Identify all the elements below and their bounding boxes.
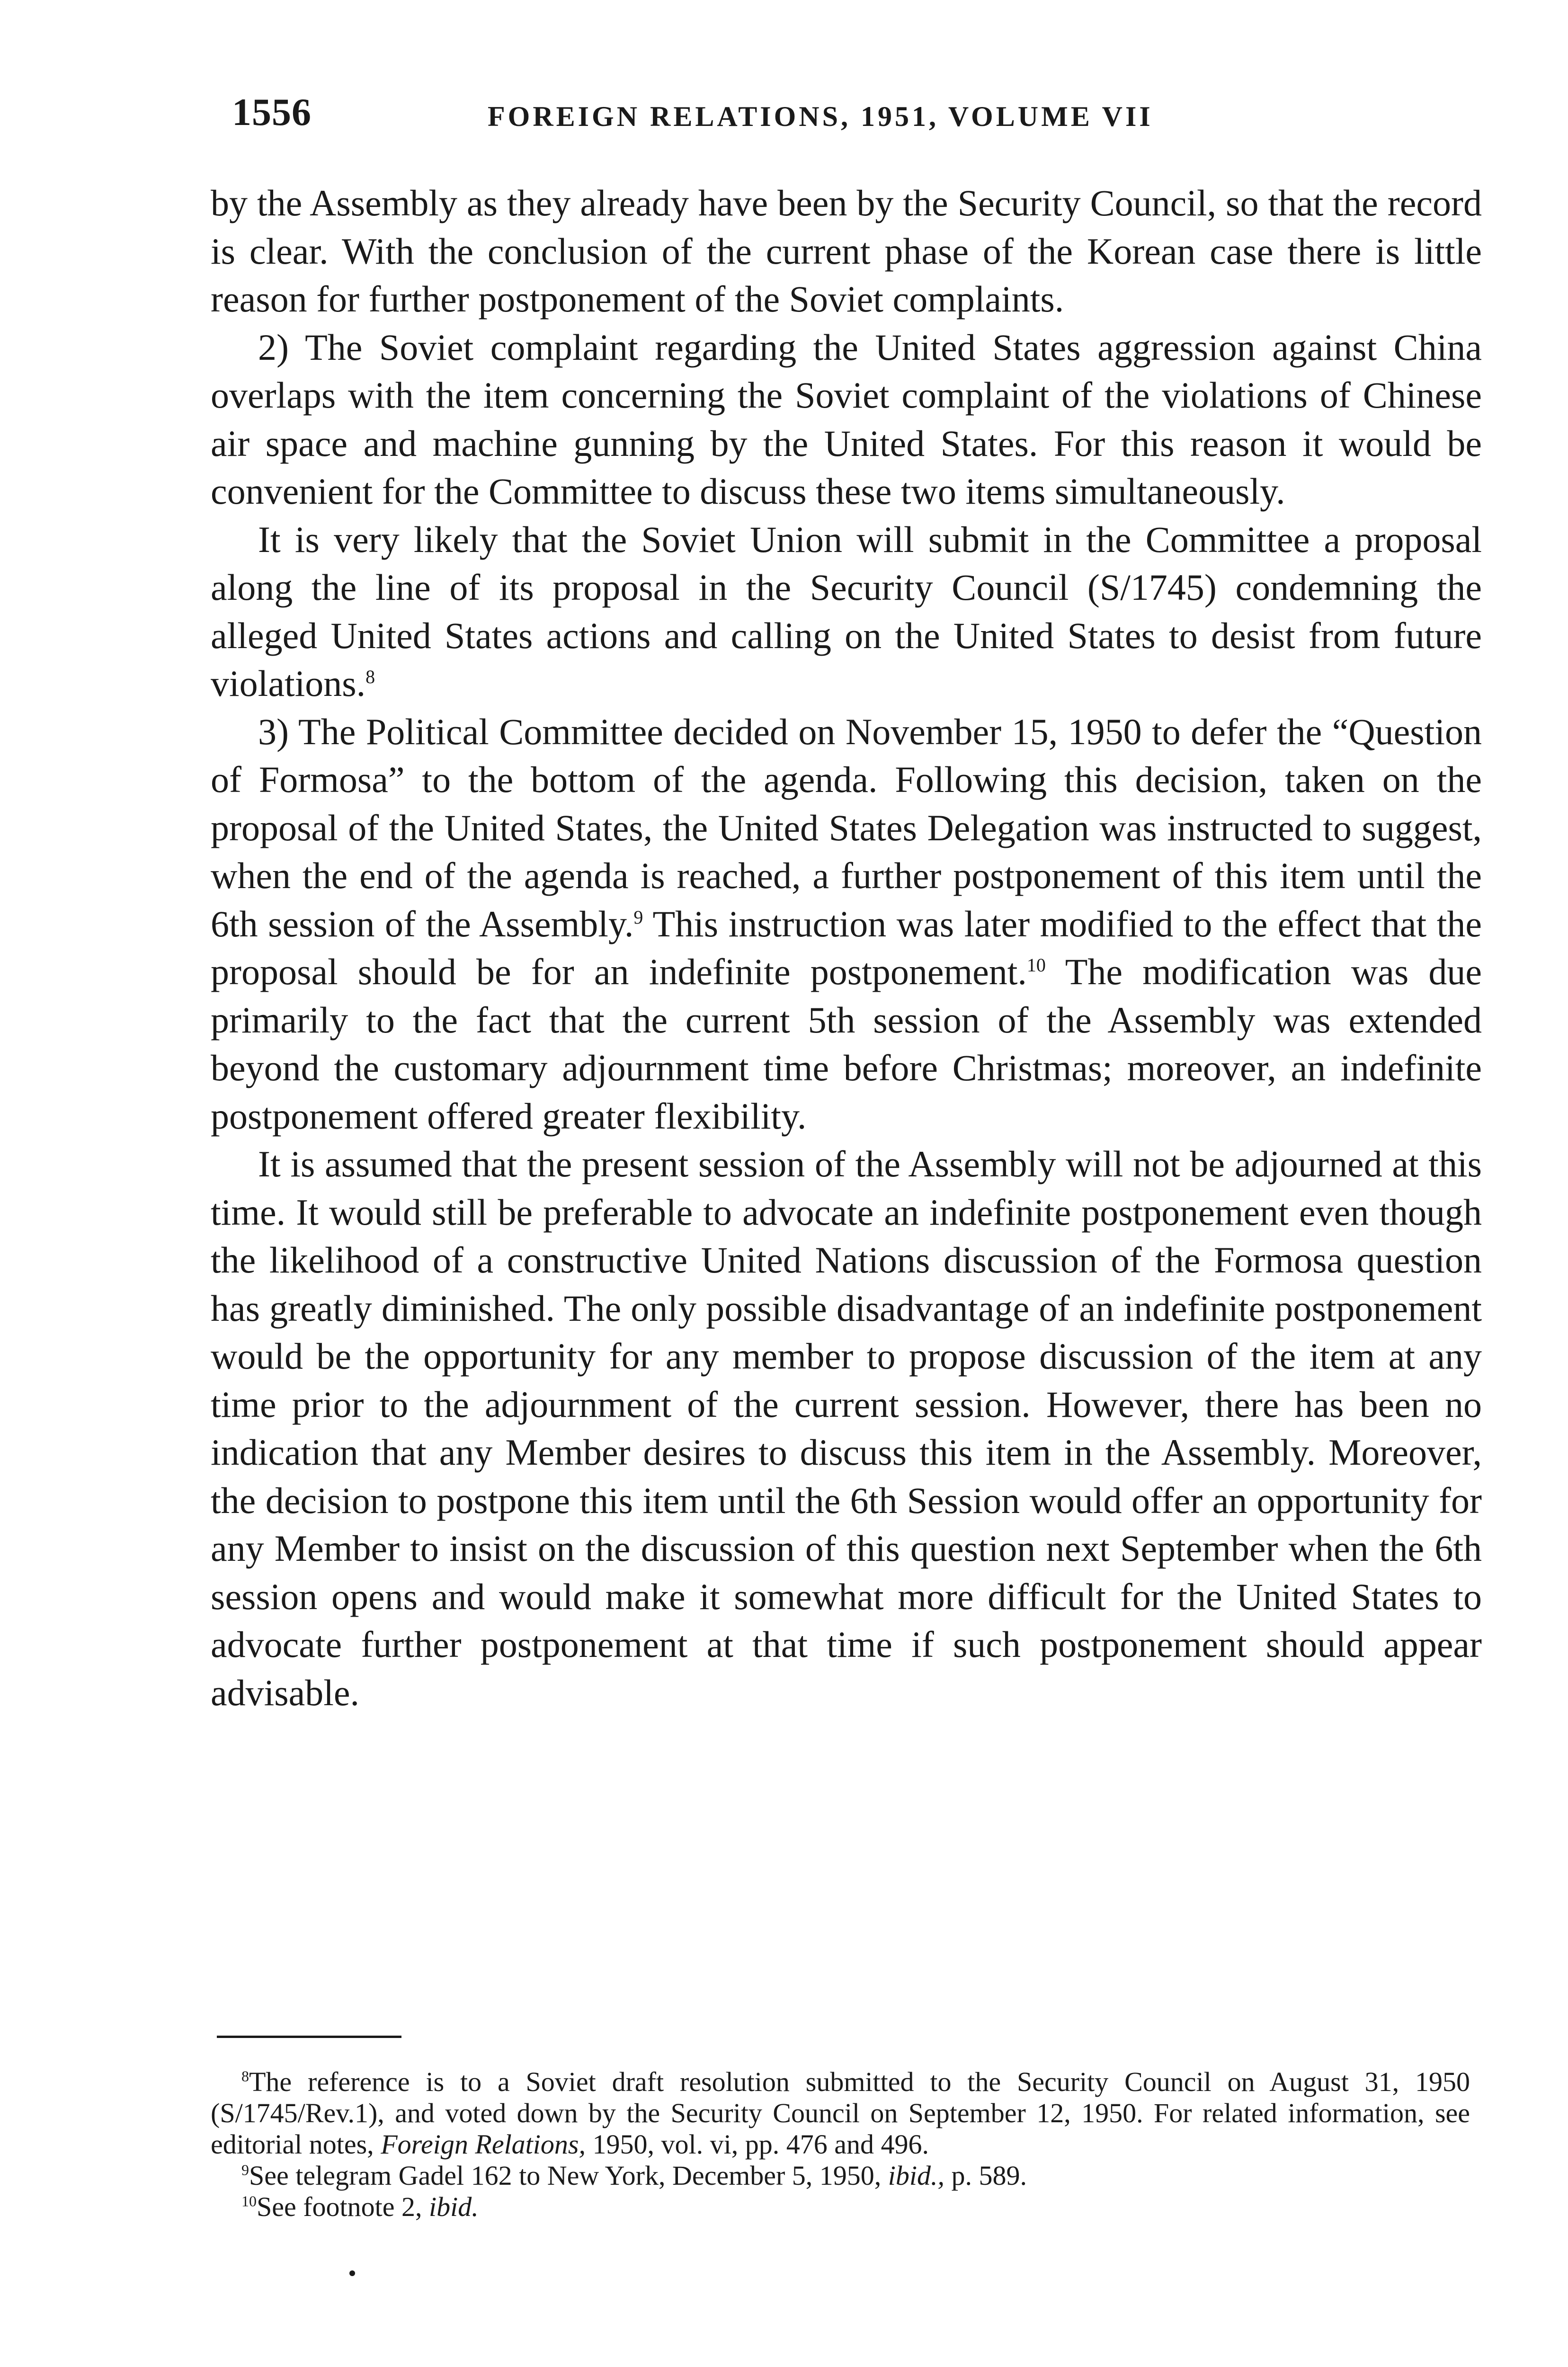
paragraph-text: The modification was due primarily to the fact that the current 5th session of the Assembly was extended beyond the customary adjournment time before Christmas; moreover, an indefinite postponement offered greater flexibility. [211,951,1482,1137]
paragraph [211,179,1482,323]
ink-speck [349,2270,355,2276]
paragraph-text: 2) The Soviet complaint regarding the United States aggression against China overlaps with the item concerning the Soviet complaint of the violations of Chinese air space and machine gunning by the United States. For this reason it would be convenient for the Committee to discuss these two items simultaneously. [211,326,1482,512]
footnote-citation: ibid., [888,2160,945,2191]
paragraph [211,1140,1482,1717]
footnote-marker: 10 [241,2192,257,2210]
footnote-text: p. 589. [944,2160,1027,2191]
footnote-citation: ibid. [429,2191,479,2222]
footnote-text: See telegram Gadel 162 to New York, December 5, 1950, [249,2160,888,2191]
footnote-marker: 9 [241,2161,249,2179]
footnote-text: 1950, vol. vi, pp. 476 and 496. [585,2129,929,2160]
footnote-citation: Foreign Relations, [381,2129,586,2160]
paragraph [211,323,1482,516]
page-header [232,90,1482,142]
footnote-reference: 10 [1026,954,1046,976]
running-title: FOREIGN RELATIONS, 1951, VOLUME VII [488,101,1153,132]
page-number: 1556 [232,90,312,133]
body-text [211,179,1482,1717]
footnote [211,2160,1470,2191]
footnote-reference: 9 [633,906,643,928]
paragraph-text: It is assumed that the present session of the Assembly will not be adjourned at this time. It would still be preferable to advocate an indefinite postponement even though the likelihood of a constructive United Nations discussion of the Formosa question has greatly diminished. The only possible disadvantage of an indefinite postponement would be the opportunity for any member to propose discussion of the item at any time prior to the adjournment of the current session. However, there has been no indication that any Member desires to discuss this item in the Assembly. Moreover, the decision to postpone this item until the 6th Session would offer an opportunity for any Member to insist on the discussion of this question next September when the 6th session opens and would make it somewhat more difficult for the United States to advocate further postponement at that time if such postponement should appear advisable. [211,1143,1482,1713]
footnote [211,2191,1470,2223]
footnote-text: See footnote 2, [257,2191,429,2222]
paragraph-text: This instruction was later modified to the effect that the proposal should be for an indefinite postponement. [211,903,1482,992]
footnote-reference: 8 [365,666,375,687]
paragraph [211,708,1482,1140]
footnote-divider [217,2036,401,2038]
footnotes [211,2066,1470,2223]
footnote-marker: 8 [241,2067,249,2085]
paragraph-text: by the Assembly as they already have been by the Security Council, so that the record is clear. With the conclusion of the current phase of the Korean case there is little reason for further postponement of the Soviet complaints. [211,182,1482,320]
footnote-text: The reference is to a Soviet draft resolution submitted to the Security Council on August 31, 1950 (S/1745/Rev.1), and voted down by the Security Council on September 12, 1950. For related information, see editorial notes, [211,2066,1470,2160]
footnote [211,2066,1470,2160]
paragraph [211,516,1482,708]
paragraph-text: 3) The Political Committee decided on November 15, 1950 to defer the “Question of Formosa” to the bottom of the agenda. Following this decision, taken on the proposal of the United States, the United States Delegation was instructed to suggest, when the end of the agenda is reached, a further postponement of this item until the 6th session of the Assembly. [211,711,1482,944]
paragraph-text: It is very likely that the Soviet Union will submit in the Committee a proposal along the line of its proposal in the Security Council (S/1745) condemning the alleged United States actions and calling on the United States to desist from future violations. [211,518,1482,704]
